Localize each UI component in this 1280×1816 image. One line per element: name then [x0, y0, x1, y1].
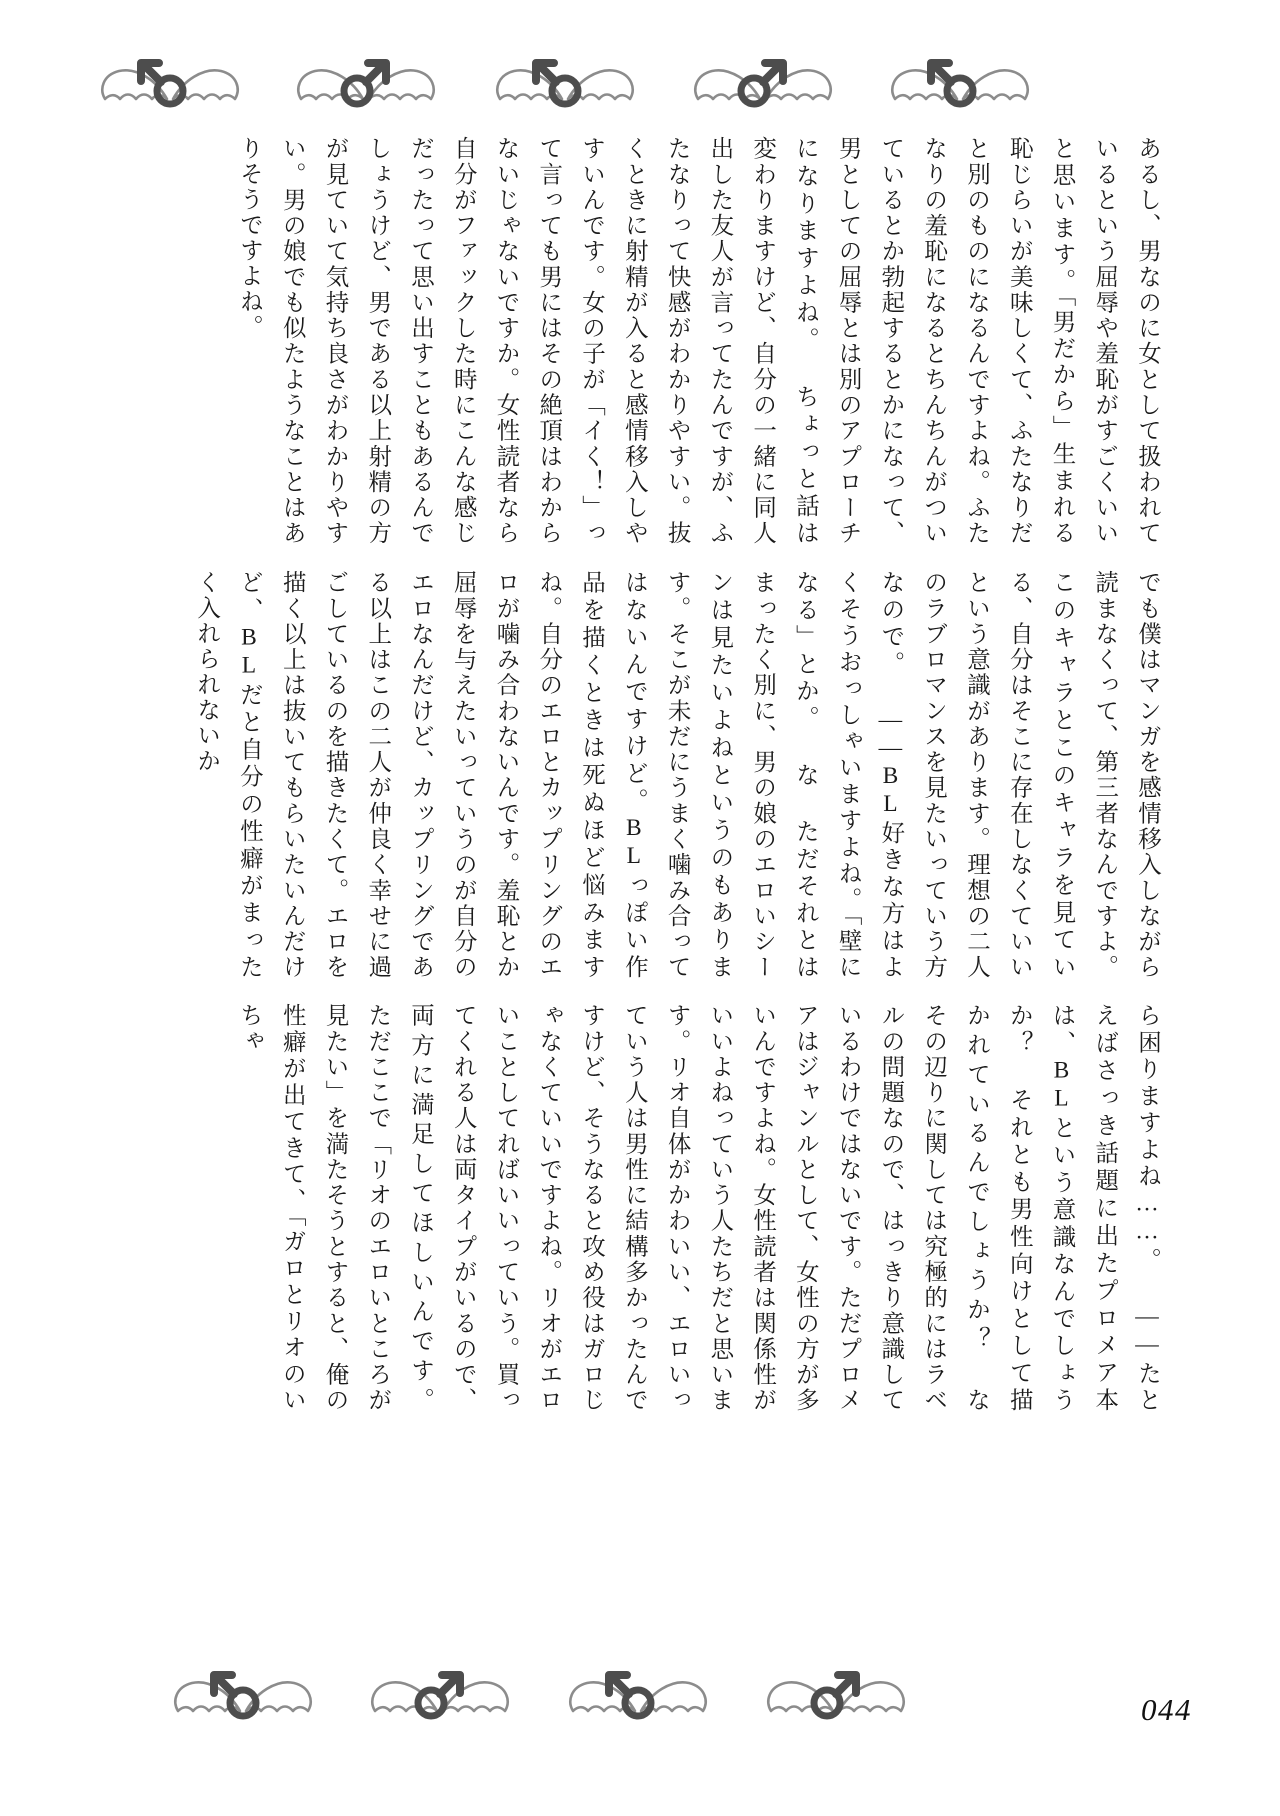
body-text-block-1	[168, 136, 1168, 546]
page-number: 044	[1141, 1692, 1192, 1727]
winged-male-symbol-icon	[761, 1653, 911, 1729]
winged-male-symbol-icon	[688, 41, 838, 117]
winged-male-symbol-icon	[490, 41, 640, 117]
winged-male-symbol-icon	[365, 1653, 515, 1729]
winged-male-symbol-icon	[95, 41, 245, 117]
body-text-block-2	[168, 570, 1168, 980]
top-ornament-row	[0, 34, 1280, 124]
winged-male-symbol-icon	[563, 1653, 713, 1729]
body-text-block-3	[168, 1003, 1168, 1413]
winged-male-symbol-icon	[885, 41, 1035, 117]
body-paragraph: でも僕はマンガを感情移入しながら読まなくって、第三者なんですよ。このキャラとこのキャラを見ている、自分はそこに存在しなくていいという意識があります。理想の二人のラブロマンスを見たいっていう方なので。 ――BL好きな方はよくそうおっしゃいますよね。「壁になる」とか。 な ただそれとはまったく別に、男の娘のエロいシーンは見たいよねというのもあります。そこが未だにうまく噛み合ってはないんですけど。BLっぽい作品を描くときは死ぬほど悩みますね。自分のエロとカップリングのエロが噛み合わないんです。羞恥とか屈辱を与えたいっていうのが自分のエロなんだけど、カップリングである以上はこの二人が仲良く幸せに過ごしているのを描きたくて。エロを描く以上は抜いてもらいたいんだけど、BLだと自分の性癖がまったく入れられないか	[193, 570, 1160, 980]
body-paragraph: ら困りますよね……。 ――たとえばさっき話題に出たプロメア本は、BLという意識なんでしょうか？ それとも男性向けとして描かれているんでしょうか？ な その辺りに関しては究極的にはラベルの問題なので、はっきり意識しているわけではないです。ただプロメアはジャンルとして、女性の方が多いんですよね。女性読者は関係性がいいよねっていう人たちだと思います。リオ自体がかわいい、エロいっていう人は男性に結構多かったんですけど、そうなると攻め役はガロじゃなくていいですよね。リオがエロいことしてればいいっていう。買ってくれる人は両タイプがいるので、両方に満足してほしいんです。 ただここで「リオのエロいところが見たい」を満たそうとすると、俺の性癖が出てきて、「ガロとリオのいちゃ	[235, 1003, 1160, 1413]
winged-male-symbol-icon	[168, 1653, 318, 1729]
body-paragraph: あるし、男なのに女として扱われているという屈辱や羞恥がすごくいいと思います。「男だから」生まれる恥じらいが美味しくて、ふたなりだと別のものになるんですよね。ふたなりの羞恥になるとちんちんがついているとか勃起するとかになって、男としての屈辱とは別のアプローチになりますよね。 ちょっと話は変わりますけど、自分の一緒に同人出した友人が言ってたんですが、ふたなりって快感がわかりやすい。抜くときに射精が入ると感情移入しやすいんです。女の子が「イく！」って言っても男にはその絶頂はわからないじゃないですか。女性読者なら自分がファックした時にこんな感じだったって思い出すこともあるんでしょうけど、男である以上射精の方が見ていて気持ち良さがわかりやすい。男の娘でも似たようなことはありそうですよね。	[235, 136, 1160, 546]
winged-male-symbol-icon	[291, 41, 441, 117]
bottom-ornament-row	[0, 1646, 1280, 1736]
